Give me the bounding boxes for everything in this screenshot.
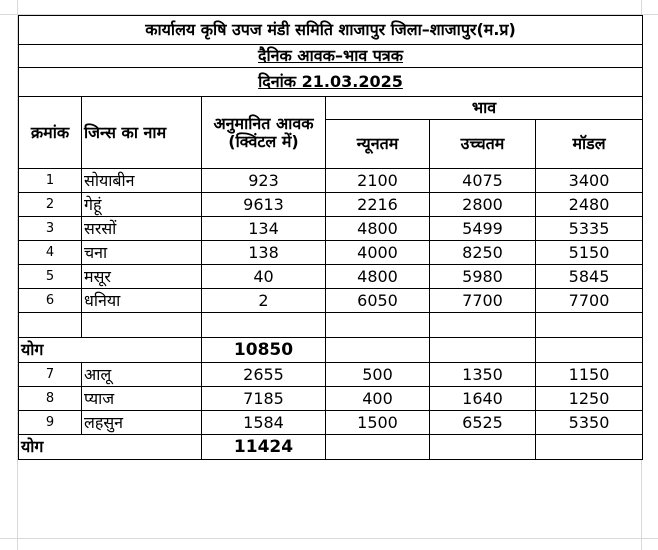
modal-price-cell[interactable]: 5335 bbox=[536, 217, 643, 241]
modal-price-cell[interactable]: 1150 bbox=[536, 363, 643, 387]
cell[interactable] bbox=[326, 338, 430, 363]
min-price-cell[interactable]: 4000 bbox=[326, 241, 430, 265]
serial-cell[interactable]: 8 bbox=[19, 387, 82, 411]
cell[interactable] bbox=[536, 313, 643, 338]
cell[interactable] bbox=[82, 313, 202, 338]
serial-cell[interactable]: 1 bbox=[19, 169, 82, 193]
report-title[interactable]: कार्यालय कृषि उपज मंडी समिति शाजापुर जिला–शाजापुर(म.प्र) bbox=[19, 16, 643, 45]
min-price-cell[interactable]: 2100 bbox=[326, 169, 430, 193]
commodity-cell[interactable]: सोयाबीन bbox=[82, 169, 202, 193]
commodity-cell[interactable]: लहसुन bbox=[82, 411, 202, 435]
header-serial[interactable]: क्रमांक bbox=[19, 97, 82, 169]
serial-cell[interactable]: 3 bbox=[19, 217, 82, 241]
min-price-cell[interactable]: 6050 bbox=[326, 289, 430, 313]
max-price-cell[interactable]: 1640 bbox=[430, 387, 536, 411]
serial-cell[interactable]: 9 bbox=[19, 411, 82, 435]
report-subtitle[interactable] bbox=[19, 45, 643, 68]
cell[interactable] bbox=[536, 435, 643, 460]
min-price-cell[interactable]: 400 bbox=[326, 387, 430, 411]
cell[interactable] bbox=[430, 435, 536, 460]
mandi-price-table bbox=[18, 15, 643, 460]
cell[interactable] bbox=[326, 313, 430, 338]
header-arrival[interactable]: अनुमानित आवक (क्विंटल में) bbox=[202, 97, 326, 169]
report-subtitle-text: दैनिक आवक–भाव पत्रक bbox=[258, 46, 404, 65]
modal-price-cell[interactable]: 3400 bbox=[536, 169, 643, 193]
max-price-cell[interactable]: 4075 bbox=[430, 169, 536, 193]
modal-price-cell[interactable]: 7700 bbox=[536, 289, 643, 313]
header-modal[interactable]: मॉडल bbox=[536, 120, 643, 169]
blank-row bbox=[19, 313, 643, 338]
arrival-cell[interactable]: 2655 bbox=[202, 363, 326, 387]
header-min[interactable]: न्यूनतम bbox=[326, 120, 430, 169]
total-value[interactable]: 11424 bbox=[202, 435, 326, 460]
min-price-cell[interactable]: 4800 bbox=[326, 265, 430, 289]
header-price[interactable]: भाव bbox=[326, 97, 643, 120]
max-price-cell[interactable]: 7700 bbox=[430, 289, 536, 313]
table-row bbox=[19, 387, 643, 411]
min-price-cell[interactable]: 4800 bbox=[326, 217, 430, 241]
report-date[interactable] bbox=[19, 68, 643, 97]
commodity-cell[interactable]: मसूर bbox=[82, 265, 202, 289]
header-commodity[interactable]: जिन्स का नाम bbox=[82, 97, 202, 169]
table-row bbox=[19, 193, 643, 217]
max-price-cell[interactable]: 6525 bbox=[430, 411, 536, 435]
min-price-cell[interactable]: 1500 bbox=[326, 411, 430, 435]
table-row bbox=[19, 217, 643, 241]
modal-price-cell[interactable]: 5845 bbox=[536, 265, 643, 289]
max-price-cell[interactable]: 1350 bbox=[430, 363, 536, 387]
total-row-1 bbox=[19, 338, 643, 363]
table-row bbox=[19, 363, 643, 387]
serial-cell[interactable]: 2 bbox=[19, 193, 82, 217]
total-value[interactable]: 10850 bbox=[202, 338, 326, 363]
arrival-cell[interactable]: 138 bbox=[202, 241, 326, 265]
arrival-cell[interactable]: 134 bbox=[202, 217, 326, 241]
arrival-cell[interactable]: 7185 bbox=[202, 387, 326, 411]
cell[interactable] bbox=[536, 338, 643, 363]
commodity-cell[interactable]: गेहूं bbox=[82, 193, 202, 217]
max-price-cell[interactable]: 2800 bbox=[430, 193, 536, 217]
serial-cell[interactable]: 4 bbox=[19, 241, 82, 265]
header-max[interactable]: उच्चतम bbox=[430, 120, 536, 169]
total-label[interactable]: योग bbox=[19, 338, 202, 363]
serial-cell[interactable]: 5 bbox=[19, 265, 82, 289]
serial-cell[interactable]: 6 bbox=[19, 289, 82, 313]
modal-price-cell[interactable]: 2480 bbox=[536, 193, 643, 217]
cell[interactable] bbox=[202, 313, 326, 338]
table-row bbox=[19, 169, 643, 193]
cell[interactable] bbox=[430, 338, 536, 363]
table-row bbox=[19, 411, 643, 435]
min-price-cell[interactable]: 500 bbox=[326, 363, 430, 387]
arrival-cell[interactable]: 1584 bbox=[202, 411, 326, 435]
max-price-cell[interactable]: 5499 bbox=[430, 217, 536, 241]
modal-price-cell[interactable]: 1250 bbox=[536, 387, 643, 411]
arrival-cell[interactable]: 2 bbox=[202, 289, 326, 313]
modal-price-cell[interactable]: 5350 bbox=[536, 411, 643, 435]
modal-price-cell[interactable]: 5150 bbox=[536, 241, 643, 265]
report-date-text: दिनांक 21.03.2025 bbox=[258, 72, 403, 91]
min-price-cell[interactable]: 2216 bbox=[326, 193, 430, 217]
max-price-cell[interactable]: 5980 bbox=[430, 265, 536, 289]
cell[interactable] bbox=[326, 435, 430, 460]
cell[interactable] bbox=[19, 313, 82, 338]
commodity-cell[interactable]: आलू bbox=[82, 363, 202, 387]
commodity-cell[interactable]: धनिया bbox=[82, 289, 202, 313]
serial-cell[interactable]: 7 bbox=[19, 363, 82, 387]
arrival-cell[interactable]: 9613 bbox=[202, 193, 326, 217]
commodity-cell[interactable]: सरसों bbox=[82, 217, 202, 241]
arrival-cell[interactable]: 923 bbox=[202, 169, 326, 193]
table-row bbox=[19, 265, 643, 289]
arrival-cell[interactable]: 40 bbox=[202, 265, 326, 289]
table-row bbox=[19, 289, 643, 313]
commodity-cell[interactable]: चना bbox=[82, 241, 202, 265]
total-row-2 bbox=[19, 435, 643, 460]
grid-line bbox=[0, 538, 658, 539]
table-row bbox=[19, 241, 643, 265]
cell[interactable] bbox=[430, 313, 536, 338]
total-label[interactable]: योग bbox=[19, 435, 202, 460]
commodity-cell[interactable]: प्याज bbox=[82, 387, 202, 411]
max-price-cell[interactable]: 8250 bbox=[430, 241, 536, 265]
